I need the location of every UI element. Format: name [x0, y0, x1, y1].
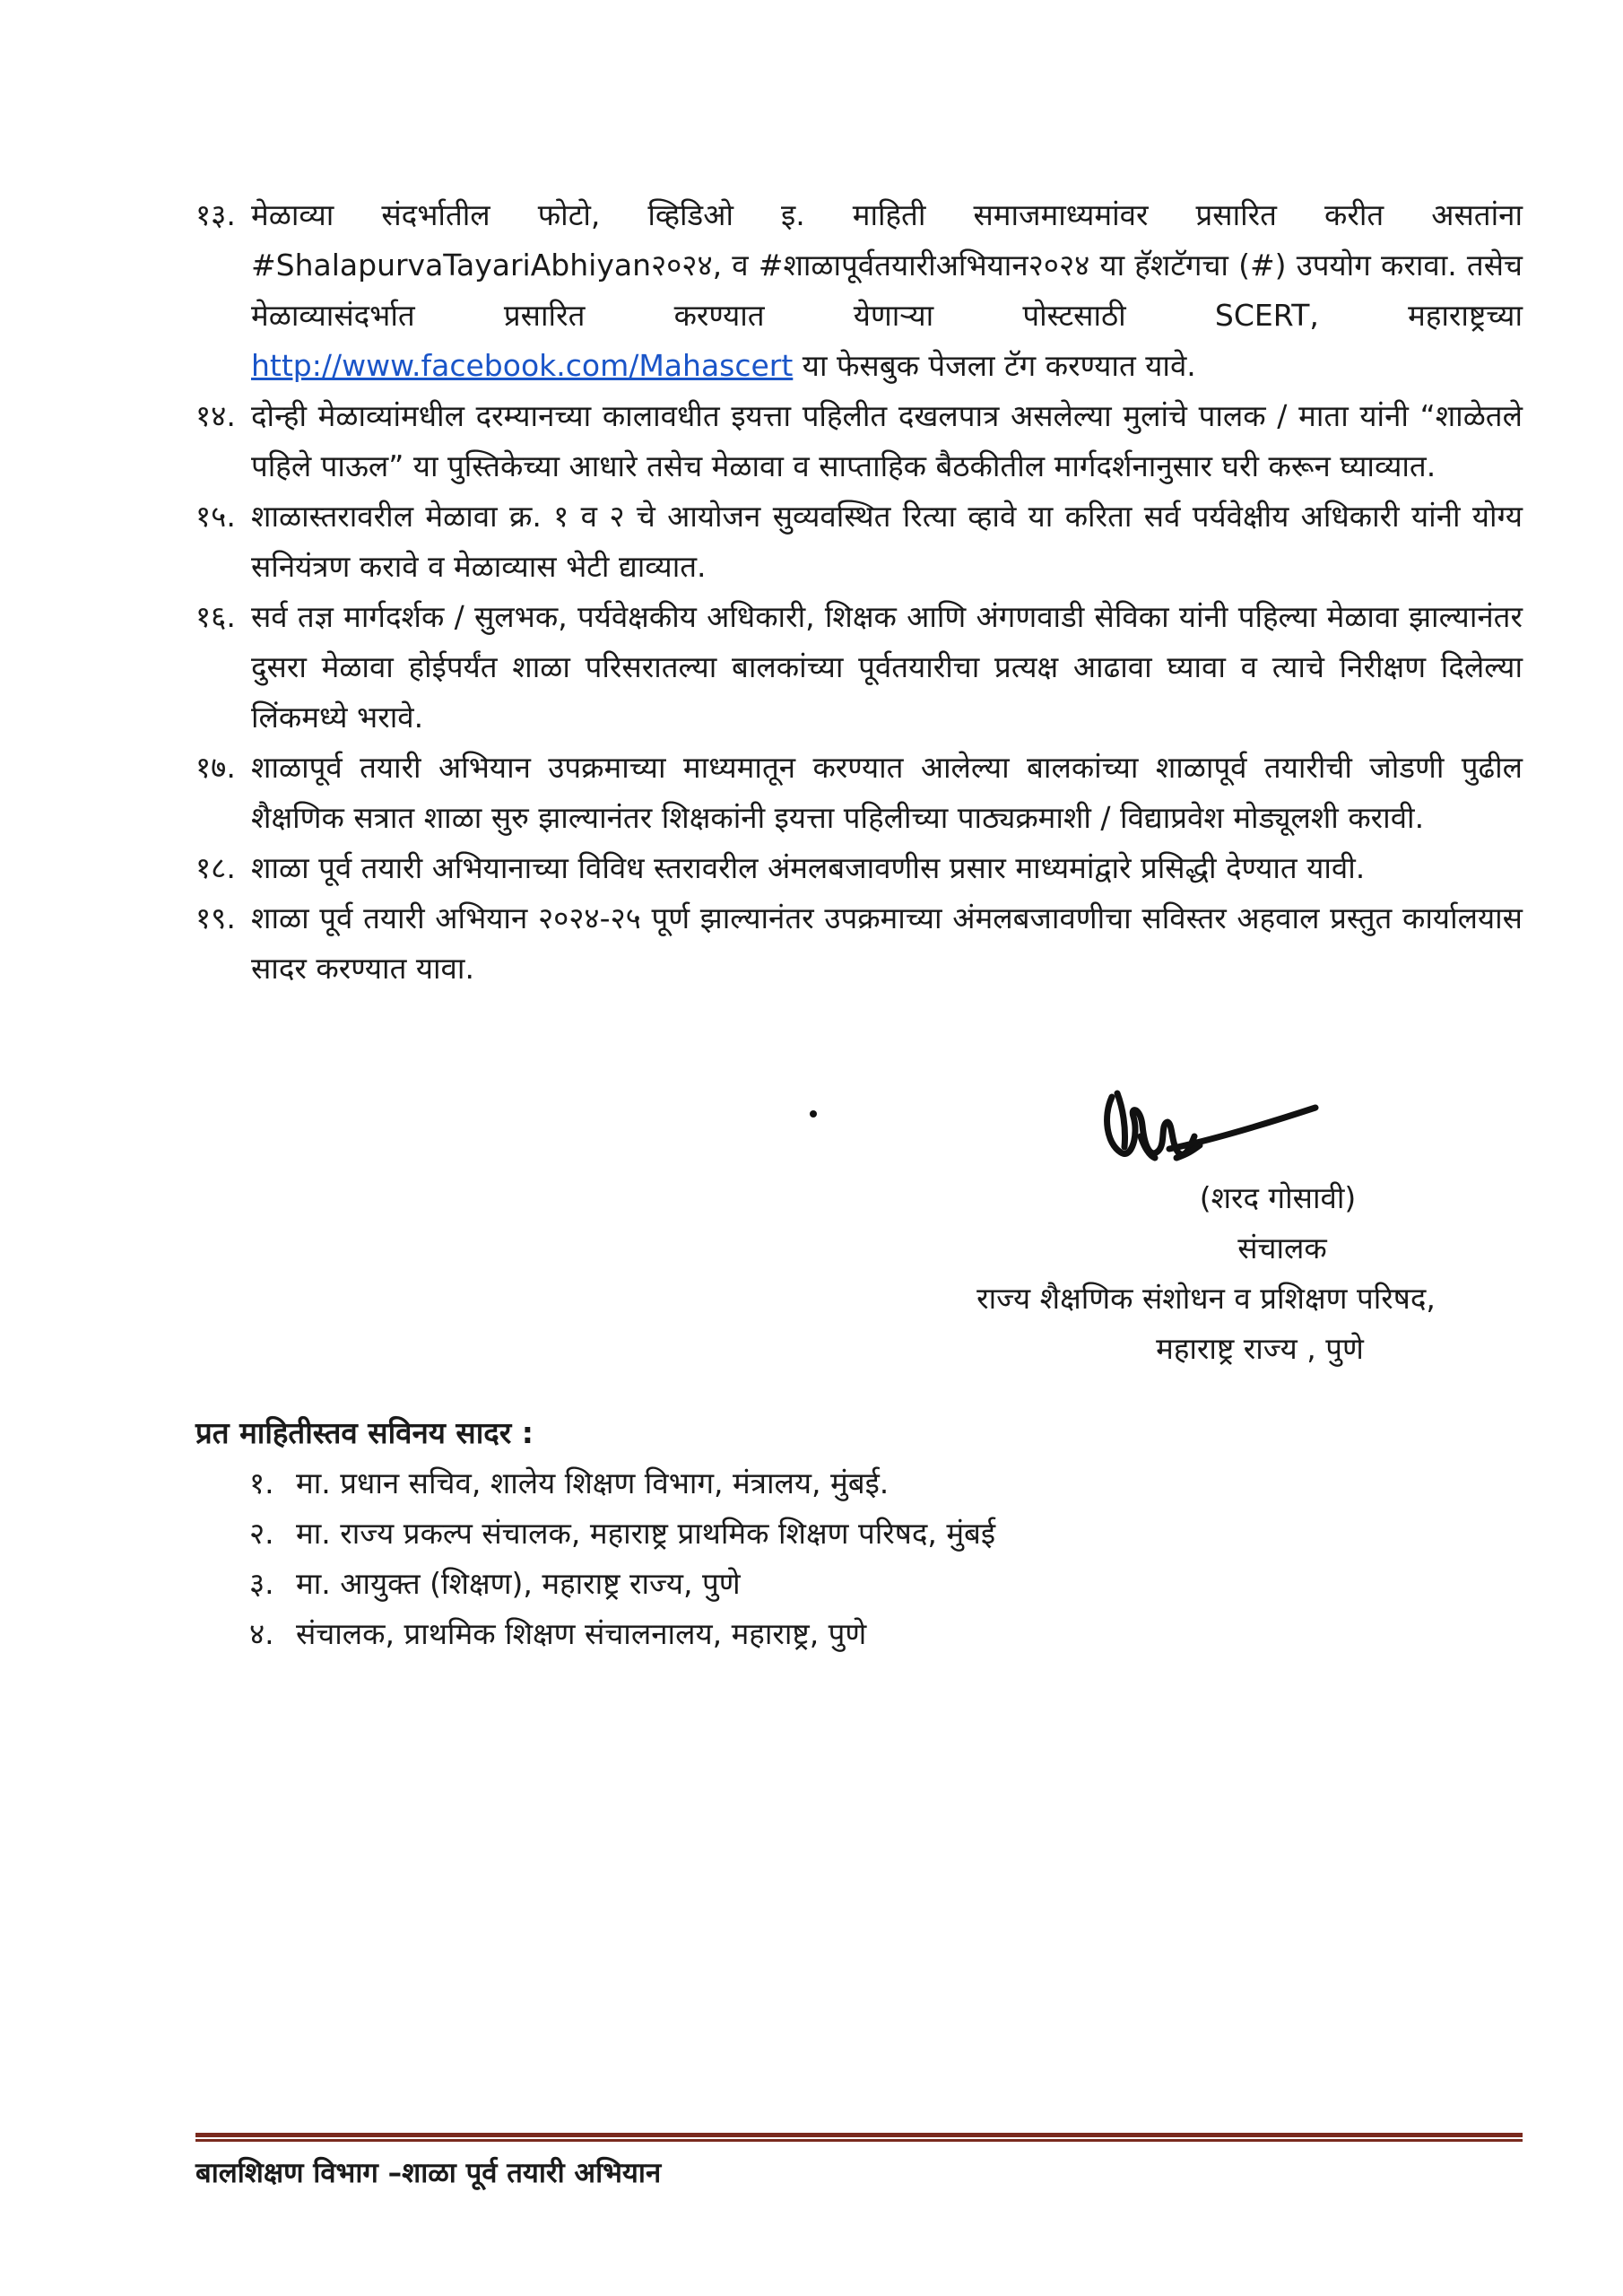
item-text-part: या फेसबुक पेजला टॅग करण्यात यावे.: [793, 348, 1196, 383]
item-number: १.: [249, 1465, 274, 1500]
item-text: शाळा पूर्व तयारी अभियानाच्या विविध स्तरावरील अंमलबजावणीस प्रसार माध्यमांद्वारे प्रसिद्धी देण्यात यावी.: [251, 850, 1366, 885]
item-text: मा. आयुक्त (शिक्षण), महाराष्ट्र राज्य, पुणे: [296, 1566, 741, 1601]
item-text: दोन्ही मेळाव्यांमधील दरम्यानच्या कालावधीत इयत्ता पहिलीत दखलपात्र असलेल्या मुलांचे पालक / माता यांनी “शाळेतले पहिले पाऊल” या पुस्तिकेच्या आधारे तसेच मेळावा व साप्ताहिक बैठकीतील मार्गदर्शनानुसार घरी करून घ्याव्यात.: [251, 398, 1523, 483]
signatory-name: (शरद गोसावी): [1199, 1180, 1357, 1215]
item-text: [251, 190, 1523, 391]
item-number: १४.: [195, 398, 236, 433]
item-text: मा. प्रधान सचिव, शालेय शिक्षण विभाग, मंत्रालय, मुंबई.: [296, 1465, 890, 1500]
item-text: शाळास्तरावरील मेळावा क्र. १ व २ चे आयोजन सुव्यवस्थित रित्या व्हावे या करिता सर्व पर्यवेक्षीय अधिकारी यांनी योग्य सनियंत्रण करावे व मेळाव्यास भेटी द्याव्यात.: [251, 499, 1523, 584]
signatory-designation: संचालक: [1237, 1231, 1327, 1265]
copy-to-list: [249, 1458, 995, 1659]
stray-dot: [810, 1110, 817, 1118]
item-number: १७.: [195, 750, 236, 785]
item-number: १९.: [195, 900, 236, 935]
list-item: [249, 1609, 995, 1659]
list-item: [195, 190, 1523, 391]
signatory-block: [924, 1173, 1488, 1374]
facebook-link[interactable]: http://www.facebook.com/Mahascert: [251, 348, 794, 383]
instruction-list: [195, 190, 1523, 994]
item-number: २.: [249, 1516, 274, 1551]
list-item: [195, 592, 1523, 743]
list-item: [195, 391, 1523, 491]
item-text: मा. राज्य प्रकल्प संचालक, महाराष्ट्र प्राथमिक शिक्षण परिषद, मुंबई: [296, 1516, 996, 1551]
footer-divider: [195, 2133, 1523, 2142]
item-text: शाळापूर्व तयारी अभियान उपक्रमाच्या माध्यमातून करण्यात आलेल्या बालकांच्या शाळापूर्व तयारीची जोडणी पुढील शैक्षणिक सत्रात शाळा सुरु झाल्यानंतर शिक्षकांनी इयत्ता पहिलीच्या पाठ्यक्रमाशी / विद्याप्रवेश मोड्यूलशी करावी.: [251, 750, 1523, 835]
signature-image: [1087, 1081, 1320, 1188]
item-text-part: मेळाव्या संदर्भातील फोटो, व्हिडिओ इ. माहिती समाजमाध्यमांवर प्रसारित करीत असतांना #ShalapurvaTayariAbhiyan२०२४, व #शाळापूर्वतयारीअभियान२०२४ या हॅशटॅगचा (#) उपयोग करावा. तसेच मेळाव्यासंदर्भात प्रसारित करण्यात येणाऱ्या पोस्टसाठी SCERT, महाराष्ट्रच्या: [251, 197, 1523, 333]
item-number: ४.: [249, 1616, 274, 1651]
list-item: [195, 843, 1523, 893]
item-text: संचालक, प्राथमिक शिक्षण संचालनालय, महाराष्ट्र, पुणे: [296, 1616, 867, 1651]
list-item: [195, 893, 1523, 994]
item-number: १३.: [195, 197, 236, 232]
item-number: ३.: [249, 1566, 274, 1601]
item-number: १६.: [195, 599, 236, 634]
signatory-place: महाराष्ट्र राज्य , पुणे: [1156, 1331, 1364, 1366]
item-number: १८.: [195, 850, 236, 885]
item-text: शाळा पूर्व तयारी अभियान २०२४-२५ पूर्ण झाल्यानंतर उपक्रमाच्या अंमलबजावणीचा सविस्तर अहवाल प्रस्तुत कार्यालयास सादर करण्यात यावा.: [251, 900, 1523, 986]
footer-text: बालशिक्षण विभाग –शाळा पूर्व तयारी अभियान: [195, 2157, 662, 2189]
item-text: सर्व तज्ञ मार्गदर्शक / सुलभक, पर्यवेक्षकीय अधिकारी, शिक्षक आणि अंगणवाडी सेविका यांनी पहिल्या मेळावा झाल्यानंतर दुसरा मेळावा होईपर्यंत शाळा परिसरातल्या बालकांच्या पूर्वतयारीचा प्रत्यक्ष आढावा घ्यावा व त्याचे निरीक्षण दिलेल्या लिंकमध्ये भरावे.: [251, 599, 1523, 735]
list-item: [195, 491, 1523, 592]
copy-to-heading: प्रत माहितीस्तव सविनय सादर :: [195, 1415, 534, 1450]
list-item: [195, 743, 1523, 843]
list-item: [249, 1559, 995, 1609]
list-item: [249, 1458, 995, 1509]
signatory-office: राज्य शैक्षणिक संशोधन व प्रशिक्षण परिषद,: [976, 1281, 1436, 1316]
item-number: १५.: [195, 499, 236, 534]
list-item: [249, 1509, 995, 1559]
